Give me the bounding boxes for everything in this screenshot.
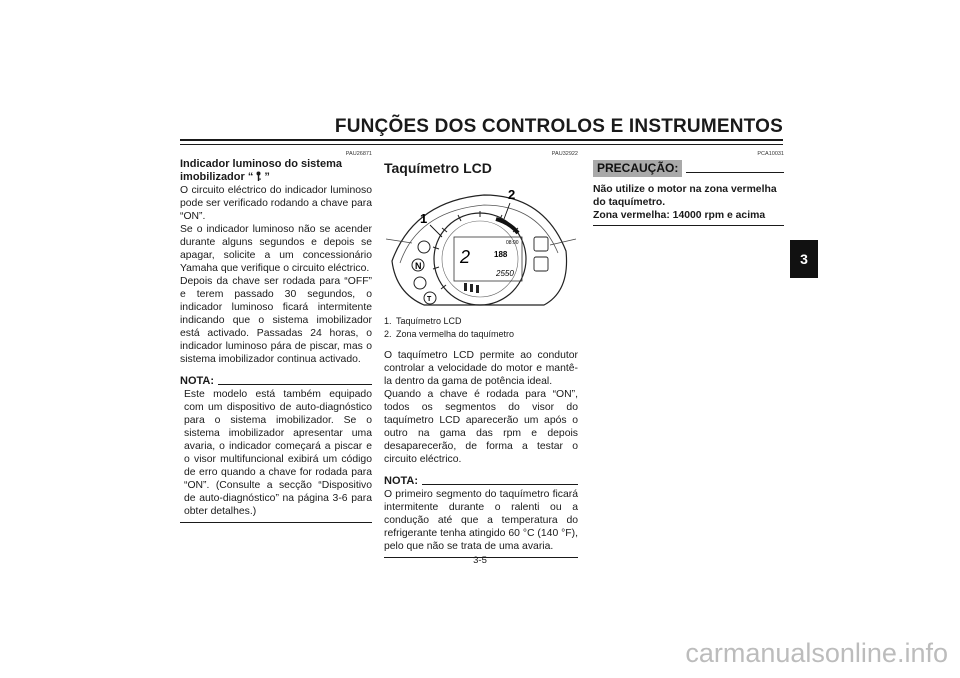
nota-label: NOTA:	[180, 375, 215, 387]
instrument-cluster-figure	[384, 181, 578, 309]
speed-display: 188	[494, 250, 508, 259]
section-code: PCA10031	[757, 151, 784, 157]
header-rule	[180, 139, 783, 141]
paragraph: O taquímetro LCD permite ao condutor controlar a velocidade do motor e mantê-la dentro da gama de potência ideal.	[384, 350, 578, 387]
trip-indicator: T	[427, 296, 432, 303]
nota-text: O primeiro segmento do taquímetro ficará intermitente durante o ralenti ou a condução até que a temperatura do refrigerante tenha atingido 60 °C (140 °F), pelo que não se trata de uma avaria.	[384, 489, 578, 552]
paragraph: Se o indicador luminoso não se acender durante alguns segundos e depois se apagar, solicite a um concessionário Yamaha que verifique o circuito eléctrico.	[180, 224, 372, 274]
nota-rule	[422, 484, 578, 485]
column-immobilizer	[180, 150, 372, 523]
page-number: 3-5	[473, 555, 487, 566]
caution-end-rule	[593, 225, 784, 226]
paragraph: Depois da chave ser rodada para “OFF” e terem passado 30 segundos, o indicador luminoso ficará intermitente indicando que o sistema imobilizador está activado. Passadas 24 horas, o indicador luminoso pára de piscar, mas o sistema imobilizador continua activado.	[180, 276, 372, 365]
odometer-display: 2550	[496, 269, 514, 278]
clock-display: 08:00	[506, 240, 519, 246]
header-rule-thin	[180, 144, 783, 145]
nota-rule	[218, 384, 372, 385]
callout-1: 1	[420, 211, 428, 226]
callout-2: 2	[508, 187, 516, 202]
caution-line: Zona vermelha: 14000 rpm e acima	[593, 210, 766, 221]
immobilizer-heading: Indicador luminoso do sistema imobilizador “ ”	[180, 158, 342, 183]
caution-label: PRECAUÇÃO:	[593, 160, 682, 177]
paragraph: O circuito eléctrico do indicador luminoso pode ser verificado rodando a chave para “ON”.	[180, 185, 372, 222]
gear-position-display: 2	[460, 247, 471, 267]
nota-header	[384, 475, 578, 488]
caption-item: 2. Zona vermelha do taquímetro	[384, 329, 515, 339]
caution-header	[593, 160, 784, 177]
caution-body	[593, 183, 784, 222]
caption-item: 1. Taquímetro LCD	[384, 316, 462, 326]
caution-line: Não utilize o motor na zona vermelha do taquímetro.	[593, 184, 777, 208]
watermark: carmanualsonline.info	[685, 638, 948, 668]
nota-text: Este modelo está também equipado com um dispositivo de auto-diagnóstico para o sistema imobilizador. Se o sistema imobilizador apresentar uma avaria, o indicador começará a piscar e o visor multifuncional exibirá um código de erro quando a chave for rodada para “ON”. (Consulte a secção “Dispositivo de auto-diagnóstico” na página 3-6 para obter detalhes.)	[184, 389, 372, 517]
figure-captions	[384, 315, 578, 341]
paragraph: Quando a chave é rodada para “ON”, todos os segmentos do visor do taquímetro LCD aparecerão um após o outro na gama das rpm e depois desaparecerão, de forma a testar o circuito eléctrico.	[384, 389, 578, 465]
neutral-indicator: N	[415, 261, 422, 271]
key-icon	[255, 171, 262, 181]
caution-rule	[686, 172, 784, 173]
chapter-tab: 3	[790, 240, 818, 278]
section-code: PAU32922	[551, 151, 578, 157]
nota-label: NOTA:	[384, 475, 419, 487]
column-caution	[593, 150, 784, 226]
column-tachometer	[384, 150, 578, 558]
page-header-title: FUNÇÕES DOS CONTROLOS E INSTRUMENTOS	[334, 116, 783, 137]
section-code: PAU26871	[345, 151, 372, 157]
nota-header	[180, 375, 372, 388]
tachometer-heading: Taquímetro LCD	[384, 160, 492, 176]
nota-end-rule	[180, 522, 372, 523]
